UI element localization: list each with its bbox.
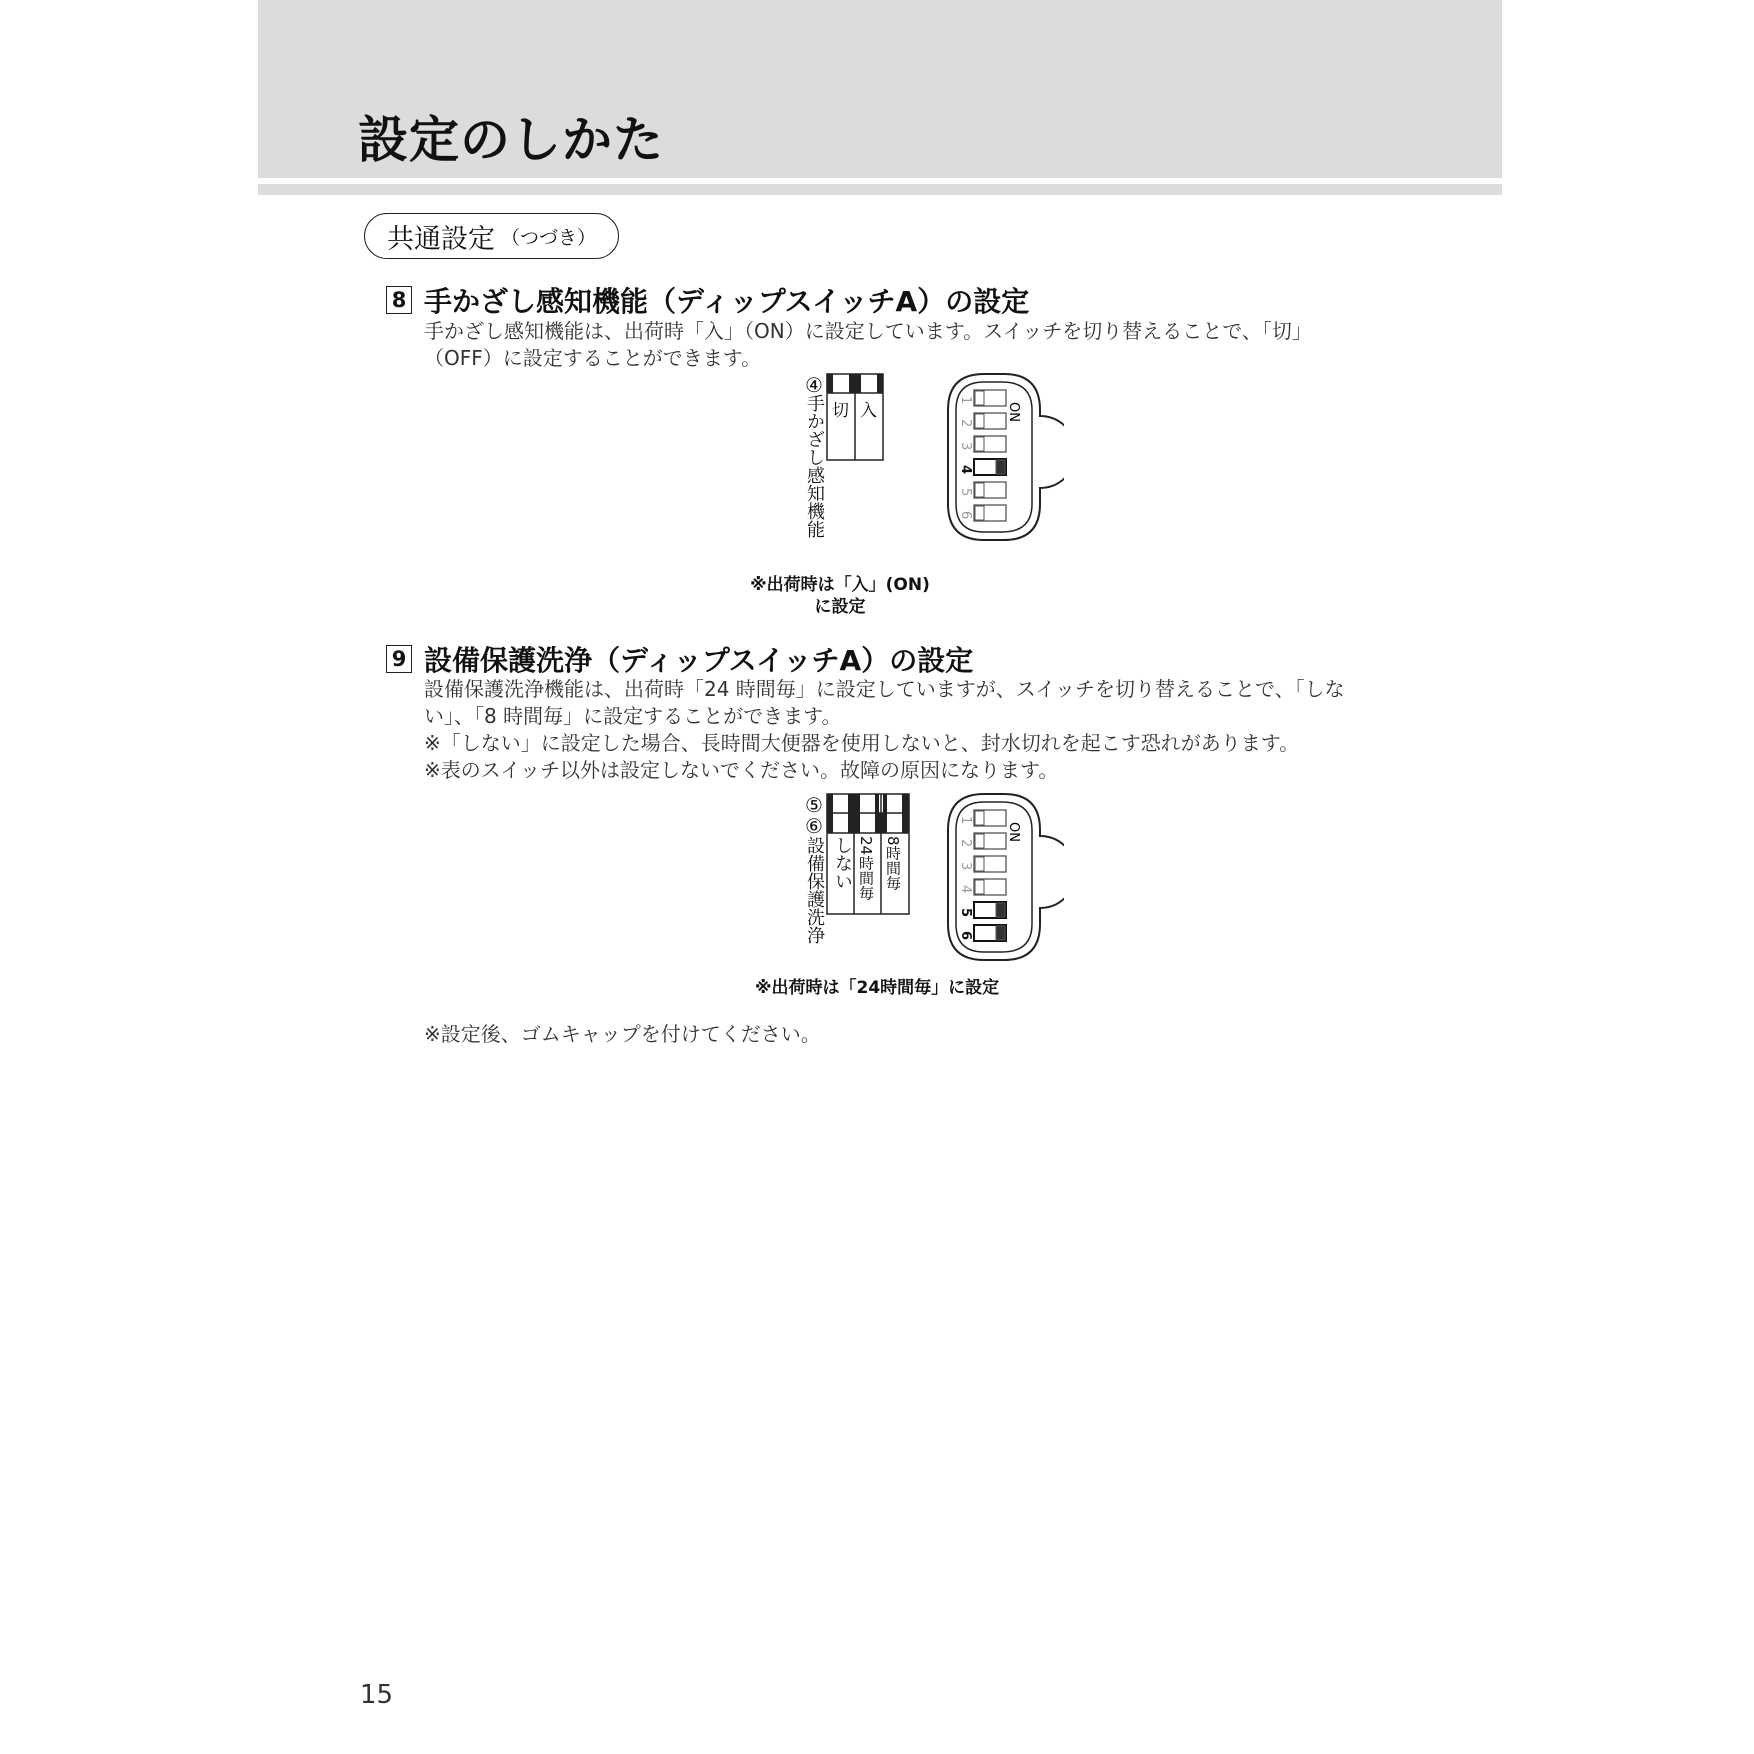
section-8-dip-slots: [958, 390, 1006, 521]
section-9-dip-on-label: ON: [1006, 822, 1021, 842]
section-9-caption: ※出荷時は「24時間毎」に設定: [755, 978, 1000, 998]
header-divider: [258, 184, 1502, 195]
section-9-dip-knob: [996, 926, 1005, 940]
section-pill: [364, 213, 619, 259]
section-9-dip-knob: [975, 857, 984, 871]
section-9-line-1: 設備保護洗浄機能は、出荷時「24 時間毎」に設定していますが、スイッチを切り替えることで、「しな: [424, 677, 1345, 701]
section-9-vlabel: 設備保護洗浄: [804, 836, 825, 944]
section-9-dip-number: 1: [958, 816, 973, 825]
section-8-dip-switch: [944, 370, 1064, 544]
section-9-dip-number: 2: [958, 839, 973, 848]
section-8-dip-knob: [975, 506, 984, 520]
section-8-number: 8: [386, 286, 412, 314]
section-8-dip-number: 6: [958, 511, 973, 520]
section-8-title: 手かざし感知機能（ディップスイッチA）の設定: [424, 285, 1030, 318]
section-8-body: [424, 318, 1424, 372]
section-8-line-2: （OFF）に設定することができます。: [424, 346, 762, 370]
section-9-option-8h: 8時間毎: [884, 836, 902, 891]
page-number: 15: [360, 1680, 394, 1710]
page-title: 設定のしかた: [358, 111, 664, 169]
section-8-caption: [750, 574, 930, 618]
section-9-dip-knob: [996, 903, 1005, 917]
footnote: ※設定後、ゴムキャップを付けてください。: [424, 1022, 821, 1046]
section-9-switch-mark-6: ⑥: [805, 814, 823, 838]
section-9-dip-knob: [975, 811, 984, 825]
section-9-title: 設備保護洗浄（ディップスイッチA）の設定: [424, 644, 974, 677]
section-9-dip-slots: [958, 810, 1006, 941]
section-9-option-24h: 24時間毎: [857, 836, 875, 901]
section-8-dip-knob: [975, 483, 984, 497]
section-8-dip-number: 2: [958, 419, 973, 428]
section-9-body: [424, 676, 1424, 784]
section-8-dip-on-label: ON: [1006, 402, 1021, 422]
section-8-caption-line-1: ※出荷時は「入」(ON): [750, 575, 930, 595]
section-9-switch-mark-5: ⑤: [805, 793, 823, 817]
section-8-vlabel: 手かざし感知機能: [804, 394, 825, 538]
section-8-dip-number: 1: [958, 396, 973, 405]
section-8-dip-number: 3: [958, 442, 973, 451]
section-8-option-off: 切: [832, 401, 849, 421]
section-8-dip-knob: [975, 437, 984, 451]
section-9-line-4: ※表のスイッチ以外は設定しないでください。故障の原因になります。: [424, 758, 1059, 782]
section-8-dip-knob: [996, 460, 1005, 474]
section-8-caption-line-2: に設定: [814, 597, 866, 617]
section-9-dip-knob: [975, 880, 984, 894]
section-8-dip-number: 5: [958, 488, 973, 497]
section-9-line-3: ※「しない」に設定した場合、長時間大便器を使用しないと、封水切れを起こす恐れがあります。: [424, 731, 1300, 755]
section-9-option-none: しない: [832, 836, 853, 890]
section-9-line-2: い」、「8 時間毎」に設定することができます。: [424, 704, 842, 728]
section-8-heading: [386, 280, 1029, 320]
section-9-dip-number: 5: [958, 908, 973, 918]
section-9-dip-number: 6: [958, 931, 973, 941]
section-8-line-1: 手かざし感知機能は、出荷時「入」（ON）に設定しています。スイッチを切り替えることで、「切」: [424, 319, 1312, 343]
section-8-dip-knob: [975, 414, 984, 428]
section-9-dip-knob: [975, 834, 984, 848]
section-8-option-on: 入: [860, 401, 877, 421]
section-9-heading: [386, 639, 973, 679]
section-8-dip-number: 4: [958, 465, 973, 475]
section-9-dip-switch: [944, 790, 1064, 964]
section-9-dip-number: 4: [958, 885, 973, 894]
section-8-switch-mark: ④: [805, 373, 823, 397]
pill-sub-label: （つづき）: [501, 226, 597, 249]
pill-main-label: 共通設定: [387, 223, 495, 255]
section-9-dip-number: 3: [958, 862, 973, 871]
section-9-number: 9: [386, 645, 412, 673]
section-8-dip-knob: [975, 391, 984, 405]
